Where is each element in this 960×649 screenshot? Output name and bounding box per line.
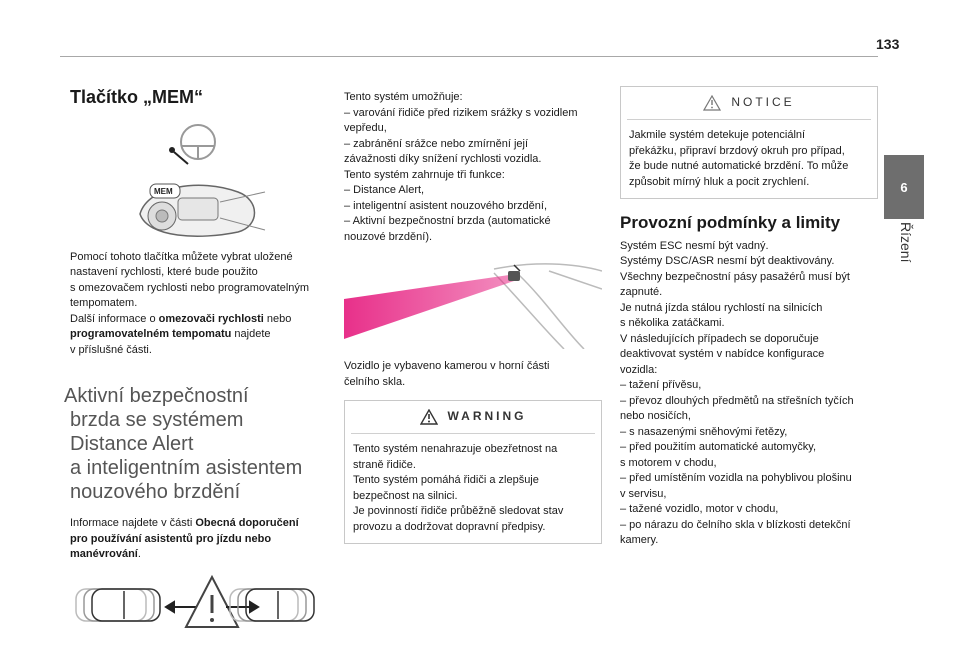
- text-line: straně řidiče.: [353, 458, 416, 471]
- warning-label: WARNING: [447, 409, 527, 424]
- steering-stalk-illustration: [70, 122, 280, 242]
- section-heading-conditions: Provozní podmínky a limity: [620, 213, 841, 232]
- text-line: bezpečnost na silnici.: [353, 489, 458, 502]
- warning-box: [344, 400, 602, 544]
- text-line: [70, 547, 330, 563]
- text-line: – před umístěním vozidla na pohyblivou plošinu: [620, 472, 852, 484]
- text-line: Tento systém umožňuje:: [344, 91, 463, 103]
- text-line: vepředu,: [344, 122, 387, 134]
- text-line: v příslušné části.: [70, 343, 152, 356]
- heading-line: nouzového brzdění: [70, 481, 241, 503]
- heading-line: Distance Alert: [70, 433, 194, 455]
- text-run: .: [137, 548, 141, 560]
- text-run: Informace najdete v části: [70, 517, 196, 529]
- heading-line: brzda se systémem: [70, 409, 244, 431]
- system-description: [344, 90, 602, 245]
- mem-button-text: MEM: [154, 186, 173, 196]
- assist-reference: [70, 516, 330, 563]
- text-line: – inteligentní asistent nouzového brzdění,: [344, 199, 548, 212]
- camera-description: [344, 359, 602, 390]
- text-line: – tažené vozidlo, motor v chodu,: [620, 503, 779, 515]
- notice-header: [627, 87, 871, 120]
- heading-line: a inteligentním asistentem: [70, 457, 303, 479]
- bold-term: omezovači rychlosti: [158, 312, 264, 325]
- cruise-control-stalk-icon: [140, 184, 265, 236]
- text-line: [70, 532, 330, 548]
- text-line: zapnuté.: [620, 286, 663, 298]
- column-middle: [344, 90, 602, 544]
- text-run: najdete: [231, 328, 271, 340]
- text-line: – zabránění srážce nebo zmírnění její: [344, 137, 529, 150]
- text-line: způsobit mírný hluk a pocit zrychlení.: [629, 175, 810, 188]
- text-line: vozidla:: [620, 363, 658, 376]
- warning-header: [351, 401, 595, 434]
- text-line: – převoz dlouhých předmětů na střešních tyčích: [620, 394, 854, 407]
- heading-line: Aktivní bezpečnostní: [64, 385, 249, 407]
- warning-body: [345, 434, 601, 543]
- text-line: překážku, připraví brzdový okruh pro případ,: [629, 144, 845, 157]
- text-line: kamery.: [620, 534, 659, 546]
- text-line: s motorem v chodu,: [620, 456, 717, 469]
- text-line: Je nutná jízda stálou rychlostí na silnicích: [620, 301, 823, 314]
- text-line: – Aktivní bezpečnostní brzda (automatické: [344, 215, 551, 227]
- notice-label: NOTICE: [731, 95, 795, 110]
- column-right: [620, 86, 878, 549]
- following-car-icon: [76, 589, 160, 621]
- leading-car-icon: [230, 589, 314, 621]
- chapter-tab: 6: [884, 155, 924, 219]
- arrow-right-icon: [226, 602, 258, 612]
- text-line: Vozidlo je vybaveno kamerou v horní části: [344, 360, 550, 372]
- text-line: v servisu,: [620, 487, 667, 500]
- text-line: [70, 327, 330, 343]
- chapter-label: Řízení: [898, 222, 914, 263]
- text-line: Tento systém nenahrazuje obezřetnost na: [353, 443, 558, 455]
- page-number: 133: [876, 36, 900, 52]
- section-title-mem: Tlačítko „MEM“: [70, 87, 204, 107]
- steering-wheel-icon: [181, 125, 215, 159]
- camera-icon: [508, 265, 520, 281]
- text-line: nouzové brzdění).: [344, 230, 433, 243]
- text-line: Všechny bezpečnostní pásy pasažérů musí být: [620, 270, 850, 283]
- notice-body: [621, 120, 877, 198]
- text-line: – po nárazu do čelního skla v blízkosti detekční: [620, 518, 851, 531]
- text-run: Další informace o: [70, 312, 159, 325]
- text-line: deaktivovat systém v nabídce konfigurace: [620, 348, 825, 360]
- text-line: že bude nutné automatické brzdění. To může: [629, 160, 849, 172]
- text-line: čelního skla.: [344, 375, 406, 388]
- text-line: [70, 312, 330, 328]
- column-left: [64, 87, 330, 635]
- arrow-left-icon: [166, 602, 198, 612]
- text-line: Systém ESC nesmí být vadný.: [620, 239, 769, 252]
- more-info-reference: [70, 312, 330, 359]
- text-line: – s nasazenými sněhovými řetězy,: [620, 425, 788, 438]
- bold-term: manévrování: [70, 548, 138, 560]
- text-line: tempomatem.: [70, 297, 138, 309]
- text-line: – varování řidiče před rizikem srážky s vozidlem: [344, 106, 578, 119]
- windshield-camera-illustration: [344, 259, 602, 349]
- top-divider: [60, 56, 878, 57]
- warning-triangle-icon: [420, 409, 438, 425]
- text-line: Pomocí tohoto tlačítka můžete vybrat uložené: [70, 250, 293, 263]
- text-line: nebo nosičích,: [620, 410, 691, 422]
- text-line: nastavení rychlosti, které bude použito: [70, 266, 258, 278]
- text-line: Systémy DSC/ASR nesmí být deaktivovány.: [620, 255, 835, 267]
- section-heading-active-brake: [64, 384, 330, 504]
- text-line: s několika zatáčkami.: [620, 317, 725, 329]
- text-line: Tento systém pomáhá řidiči a zlepšuje: [353, 474, 539, 486]
- text-run: nebo: [263, 312, 292, 325]
- collision-warning-illustration: [70, 575, 330, 635]
- conditions-text: [620, 239, 878, 549]
- bold-term: pro používání asistentů pro jízdu nebo: [70, 532, 272, 545]
- text-line: provozu a dodržovat dopravní předpisy.: [353, 520, 546, 533]
- text-line: Je povinností řidiče průběžně sledovat stav: [353, 505, 564, 517]
- text-line: Tento systém zahrnuje tři funkce:: [344, 168, 505, 181]
- notice-box: [620, 86, 878, 199]
- text-line: V následujících případech se doporučuje: [620, 332, 819, 345]
- text-line: – před použitím automatické automyčky,: [620, 441, 817, 453]
- bold-term: programovatelném tempomatu: [70, 328, 232, 340]
- text-line: – tažení přívěsu,: [620, 379, 702, 391]
- mem-intro: [70, 250, 330, 312]
- bold-term: Obecná doporučení: [195, 517, 299, 529]
- text-line: Jakmile systém detekuje potenciální: [629, 129, 806, 141]
- text-line: závažnosti díky snížení rychlosti vozidla.: [344, 153, 542, 165]
- notice-triangle-icon: [703, 95, 721, 111]
- camera-beam-shape: [344, 275, 514, 339]
- text-line: s omezovačem rychlosti nebo programovatelným: [70, 281, 310, 294]
- text-line: [70, 516, 330, 532]
- text-line: – Distance Alert,: [344, 184, 425, 196]
